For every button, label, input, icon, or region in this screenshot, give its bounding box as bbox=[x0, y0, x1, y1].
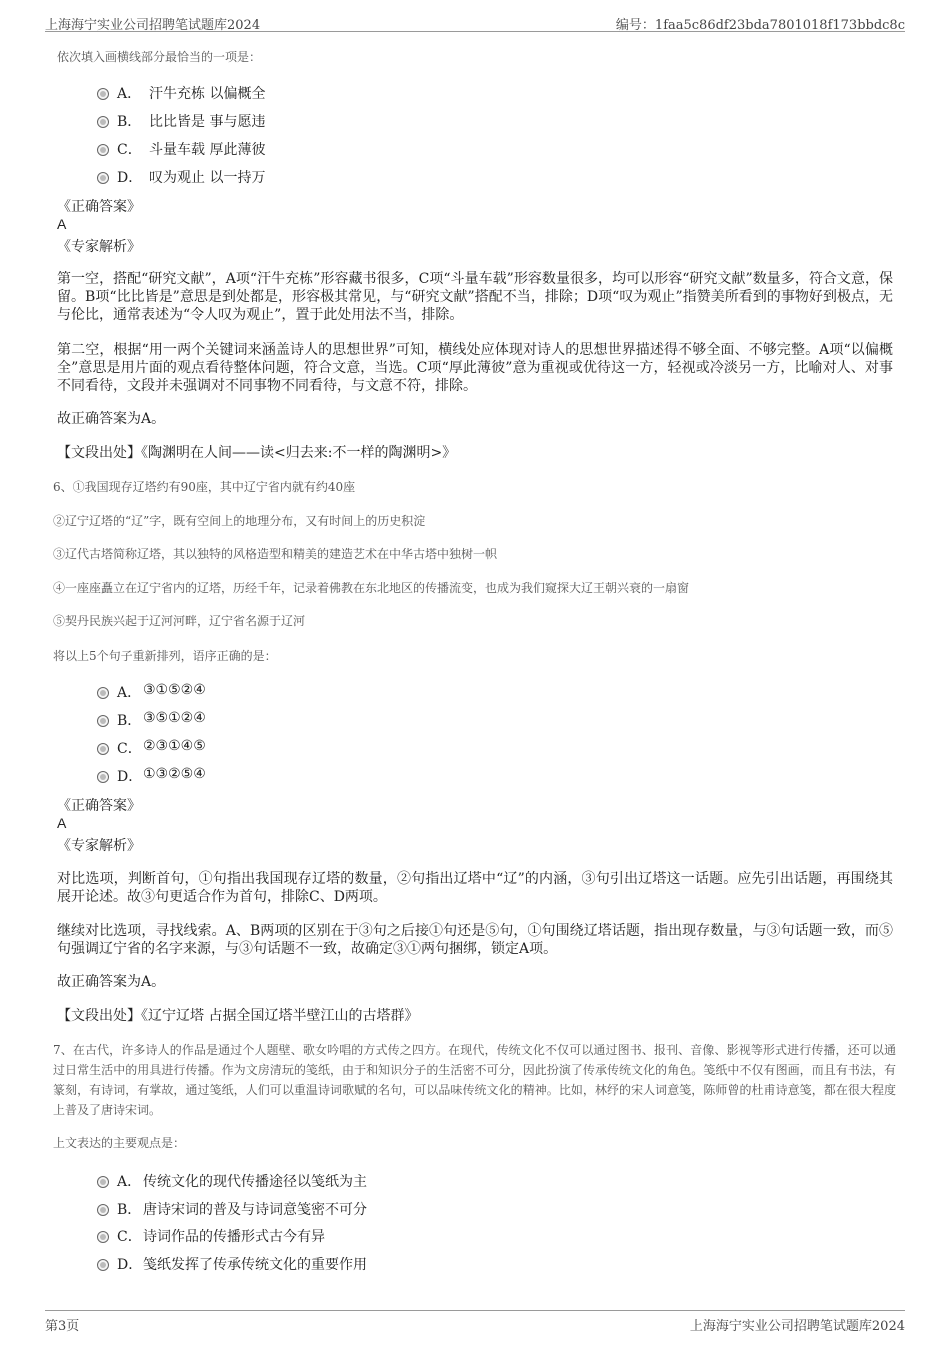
q5-answer: A bbox=[57, 216, 67, 232]
radio-icon[interactable] bbox=[97, 1231, 109, 1243]
page-footer bbox=[45, 1310, 905, 1334]
radio-icon[interactable] bbox=[97, 687, 109, 699]
q6-prompt: 将以上5个句子重新排列，语序正确的是： bbox=[53, 649, 277, 663]
q6-answer-label: 《正确答案》 bbox=[57, 798, 141, 814]
q6-analysis-label: 《专家解析》 bbox=[57, 838, 141, 854]
q6-analysis-para-1: 对比选项，判断首句，①句指出我国现存辽塔的数量，②句指出辽塔中“辽”的内涵，③句引出辽塔这一话题。应先引出话题，再围绕其展开论述。故③句更适合作为首句，排除C、D两项。 bbox=[57, 871, 893, 905]
q6-sentence-4: ④一座座矗立在辽宁省内的辽塔，历经千年，记录着佛教在东北地区的传播流变，也成为我们窥探大辽王朝兴衰的一扇窗 bbox=[53, 581, 690, 595]
radio-icon[interactable] bbox=[97, 1204, 109, 1216]
radio-icon[interactable] bbox=[97, 1176, 109, 1188]
q7-prompt: 上文表达的主要观点是： bbox=[53, 1136, 186, 1150]
q6-sentence-5: ⑤契丹民族兴起于辽河河畔，辽宁省名源于辽河 bbox=[53, 614, 306, 628]
q5-source: 【文段出处】《陶渊明在人间——读<归去来:不一样的陶渊明>》 bbox=[57, 445, 457, 461]
radio-icon[interactable] bbox=[97, 116, 109, 128]
header-doc-id: 编号：1faa5c86df23bda7801018f173bbdc8c bbox=[615, 18, 905, 33]
page-number: 第3页 bbox=[45, 1319, 80, 1334]
q5-analysis-para-2: 第二空，根据“用一两个关键词来涵盖诗人的思想世界”可知，横线处应体现对诗人的思想世界描述得不够全面、不够完整。A项“以偏概全”意思是用片面的观点看待整体问题，符合文意，当选。C项“厚此薄彼”意为重视或优待这一方，轻视或冷淡另一方，比喻对人、对事不同看待，文段并未强调对不同事物不同看待，与文意不符，排除。 bbox=[57, 342, 893, 394]
q6-analysis-conclusion: 故正确答案为A。 bbox=[57, 974, 166, 990]
radio-icon[interactable] bbox=[97, 743, 109, 755]
page-header bbox=[45, 12, 905, 32]
q5-analysis-conclusion: 故正确答案为A。 bbox=[57, 411, 166, 427]
header-title: 上海海宁实业公司招聘笔试题库2024 bbox=[45, 18, 261, 33]
q7-passage: 7、在古代，许多诗人的作品是通过个人题壁、歌女吟唱的方式传之四方。在现代，传统文化不仅可以通过图书、报刊、音像、影视等形式进行传播，还可以通过日常生活中的用具进行传播。作为文房清玩的笺纸，由于和知识分子的生活密不可分，因此扮演了传承传统文化的角色。笺纸中不仅有图画，而且有书法，有篆刻，有诗词，有掌故，通过笺纸，人们可以重温诗词歌赋的名句，可以品味传统文化的精神。比如，林纾的宋人词意笺，陈师曾的杜甫诗意笺，都在很大程度上普及了唐诗宋词。 bbox=[53, 1043, 896, 1117]
q6-answer: A bbox=[57, 815, 67, 831]
q5-prompt: 依次填入画横线部分最恰当的一项是： bbox=[57, 50, 262, 64]
q5-analysis-label: 《专家解析》 bbox=[57, 239, 141, 255]
q6-sentence-3: ③辽代古塔简称辽塔，其以独特的风格造型和精美的建造艺术在中华古塔中独树一帜 bbox=[53, 547, 498, 561]
radio-icon[interactable] bbox=[97, 1259, 109, 1271]
q6-sentence-1: 6、①我国现存辽塔约有90座，其中辽宁省内就有约40座 bbox=[53, 480, 356, 494]
q6-analysis-para-2: 继续对比选项，寻找线索。A、B两项的区别在于③句之后接①句还是⑤句，①句围绕辽塔话题，指出现存数量，与③句话题一致，而⑤句强调辽宁省的名字来源，与③句话题不一致，故确定③①两句捆绑，锁定A项。 bbox=[57, 923, 893, 957]
q6-sentence-2: ②辽宁辽塔的“辽”字，既有空间上的地理分布，又有时间上的历史积淀 bbox=[53, 514, 426, 528]
radio-icon[interactable] bbox=[97, 88, 109, 100]
q5-answer-label: 《正确答案》 bbox=[57, 199, 141, 215]
radio-icon[interactable] bbox=[97, 144, 109, 156]
radio-icon[interactable] bbox=[97, 172, 109, 184]
q5-analysis-para-1: 第一空，搭配“研究文献”，A项“汗牛充栋”形容藏书很多，C项“斗量车载”形容数量很多，均可以形容“研究文献”数量多，符合文意，保留。B项“比比皆是”意思是到处都是，形容极其常见，与“研究文献”搭配不当，排除；D项“叹为观止”指赞美所看到的事物好到极点，无与伦比，通常表述为“令人叹为观止”，置于此处用法不当，排除。 bbox=[57, 271, 893, 323]
radio-icon[interactable] bbox=[97, 771, 109, 783]
q6-source: 【文段出处】《辽宁辽塔 占据全国辽塔半壁江山的古塔群》 bbox=[57, 1008, 419, 1024]
footer-title: 上海海宁实业公司招聘笔试题库2024 bbox=[689, 1319, 905, 1334]
radio-icon[interactable] bbox=[97, 715, 109, 727]
